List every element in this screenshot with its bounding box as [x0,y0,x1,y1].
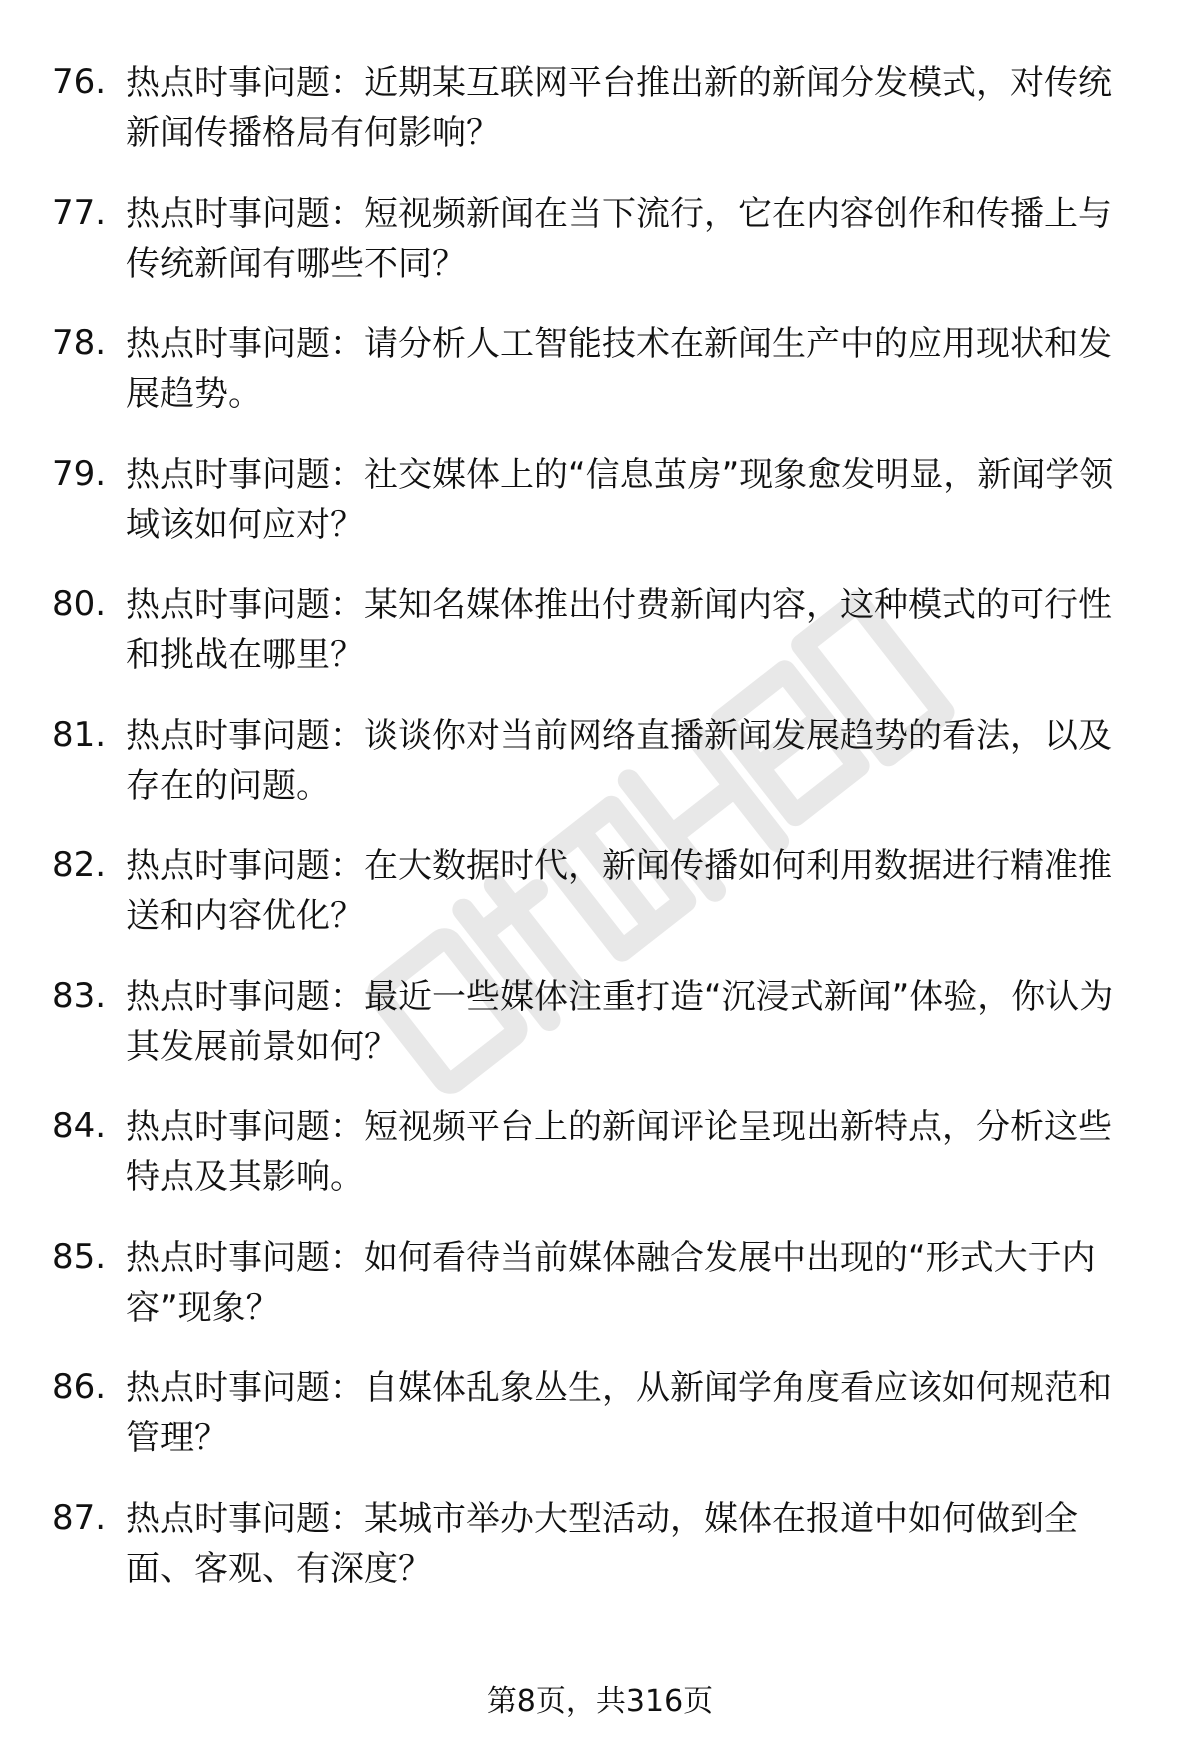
question-text: 热点时事问题：最近一些媒体注重打造“沉浸式新闻”体验，你认为其发展前景如何？ [126,976,1114,1067]
question-text: 热点时事问题：某城市举办大型活动，媒体在报道中如何做到全面、客观、有深度？ [126,1498,1078,1589]
list-item [0,450,1200,581]
question-number: 82. [52,845,107,885]
list-item [0,319,1200,450]
question-number: 79. [52,453,107,494]
list-item [0,1363,1200,1494]
question-number: 77. [52,192,107,233]
question-text: 热点时事问题：短视频平台上的新闻评论呈现出新特点，分析这些特点及其影响。 [126,1107,1112,1197]
question-text: 热点时事问题：如何看待当前媒体融合发展中出现的“形式大于内容”现象？ [126,1237,1096,1328]
page-footer: 第8页，共316页 [486,1684,714,1719]
list-item [0,841,1200,972]
list-item [0,1233,1200,1364]
question-text: 热点时事问题：谈谈你对当前网络直播新闻发展趋势的看法，以及存在的问题。 [126,715,1112,806]
question-text: 热点时事问题：请分析人工智能技术在新闻生产中的应用现状和发展趋势。 [126,324,1112,414]
list-item [0,58,1200,189]
question-number: 80. [52,584,107,624]
question-number: 83. [52,975,107,1016]
question-number: 87. [52,1497,107,1538]
question-text: 热点时事问题：近期某互联网平台推出新的新闻分发模式，对传统新闻传播格局有何影响？ [126,63,1112,153]
question-text: 热点时事问题：短视频新闻在当下流行，它在内容创作和传播上与传统新闻有哪些不同？ [126,193,1112,284]
question-number: 85. [52,1236,107,1277]
question-number: 81. [52,714,107,755]
question-text: 热点时事问题：社交媒体上的“信息茧房”现象愈发明显，新闻学领域该如何应对？ [126,454,1114,545]
question-text: 热点时事问题：在大数据时代，新闻传播如何利用数据进行精准推送和内容优化？ [126,846,1112,936]
question-number: 76. [52,62,107,102]
list-item [0,580,1200,711]
question-number: 78. [52,323,107,363]
question-number: 84. [52,1106,107,1146]
question-text: 热点时事问题：自媒体乱象丛生，从新闻学角度看应该如何规范和管理？ [126,1368,1112,1458]
list-item [0,972,1200,1103]
question-text: 热点时事问题：某知名媒体推出付费新闻内容，这种模式的可行性和挑战在哪里？ [126,585,1112,675]
list-item [0,1102,1200,1233]
list-item [0,189,1200,320]
question-list [0,58,1200,1624]
question-number: 86. [52,1367,107,1407]
list-item [0,711,1200,842]
list-item [0,1494,1200,1625]
